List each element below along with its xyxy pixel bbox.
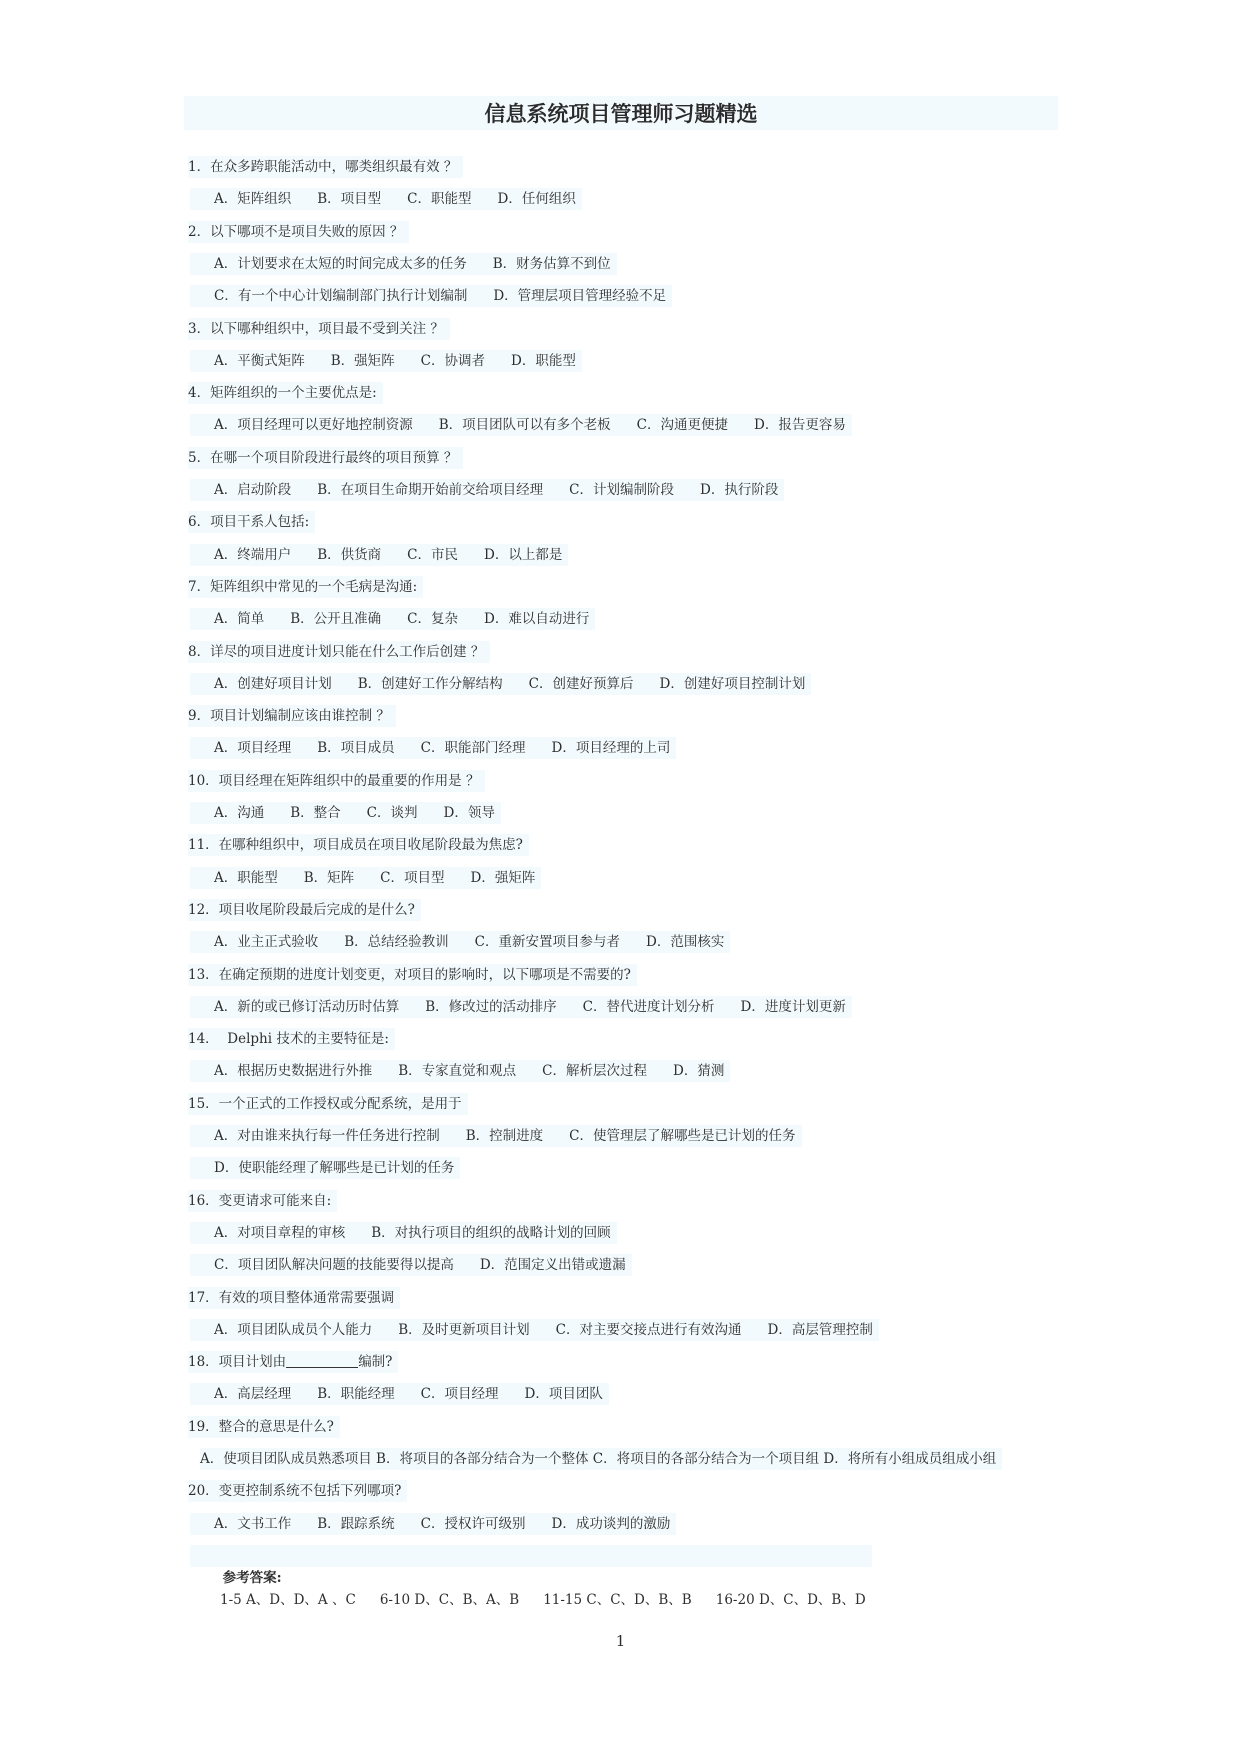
question-text: 14． Delphi 技术的主要特征是: [188, 1028, 395, 1050]
answer-group: 1-5 A、D、D、A 、C [220, 1591, 356, 1608]
option: C．使管理层了解哪些是已计划的任务 [569, 1128, 796, 1144]
option: A．矩阵组织 [214, 191, 292, 208]
option: B．总结经验教训 [344, 934, 449, 951]
option: D．以上都是 [484, 546, 563, 563]
option-row [190, 1513, 676, 1535]
option: D．成功谈判的激励 [551, 1515, 671, 1532]
option: C．协调者 [420, 352, 486, 369]
option: C．授权许可级别 [420, 1515, 526, 1532]
option-row [190, 867, 541, 889]
option-row [190, 931, 730, 953]
option-row [190, 1157, 460, 1179]
answer-group: 11-15 C、C、D、B、B [543, 1591, 692, 1608]
option: B．创建好工作分解结构 [357, 675, 503, 692]
option: A．沟通 [214, 805, 265, 821]
question-text: 20．变更控制系统不包括下列哪项? [188, 1480, 407, 1502]
option: B．修改过的活动排序 [425, 998, 557, 1015]
option: C．创建好预算后 [528, 675, 634, 692]
option: C．市民 [407, 546, 459, 563]
question-text: 1．在众多跨职能活动中，哪类组织最有效 ？ [188, 156, 463, 178]
option: A．计划要求在太短的时间完成太多的任务 [214, 255, 467, 272]
page-number: 1 [615, 1632, 626, 1650]
question-text: 8．详尽的项目进度计划只能在什么工作后创建 ？ [188, 641, 490, 663]
option: D．进度计划更新 [740, 998, 846, 1015]
option: D．领导 [443, 805, 495, 821]
page-title: 信息系统项目管理师习题精选 [484, 102, 758, 126]
option: C．职能部门经理 [420, 740, 526, 757]
question-text: 15．一个正式的工作授权或分配系统，是用于 [188, 1093, 468, 1115]
option: D．范围核实 [646, 934, 725, 951]
option: B．项目成员 [317, 740, 395, 757]
option: B．项目团队可以有多个老板 [438, 417, 611, 434]
option: A．项目经理可以更好地控制资源 [214, 417, 413, 434]
option-row [190, 1254, 632, 1276]
option: B．专家直觉和观点 [398, 1063, 517, 1080]
option: A．高层经理 [214, 1386, 292, 1403]
option: D．难以自动进行 [484, 611, 590, 628]
option: A．文书工作 [214, 1515, 292, 1532]
question-text: 4．矩阵组织的一个主要优点是: [188, 382, 383, 404]
option: C．职能型 [407, 191, 472, 208]
option-row [190, 188, 582, 210]
option-row [190, 802, 501, 824]
option-row [190, 996, 852, 1018]
option: D．强矩阵 [470, 869, 536, 886]
option: D．管理层项目管理经验不足 [493, 288, 667, 305]
option: D．范围定义出错或遗漏 [479, 1257, 626, 1274]
question-text [188, 1351, 398, 1373]
option-row [190, 1125, 802, 1147]
option-row [190, 1319, 879, 1341]
option: B．整合 [290, 805, 341, 821]
option: C．有一个中心计划编制部门执行计划编制 [214, 288, 468, 305]
option-row [190, 285, 672, 307]
option: C．项目团队解决问题的技能要得以提高 [214, 1257, 454, 1274]
option: B．及时更新项目计划 [398, 1321, 530, 1338]
question-text: 10．项目经理在矩阵组织中的最重要的作用是 ？ [188, 770, 485, 792]
question-text: 5．在哪一个项目阶段进行最终的项目预算 ？ [188, 447, 463, 469]
question-text: 16．变更请求可能来自: [188, 1190, 337, 1212]
option: C．项目型 [380, 869, 445, 886]
question-text: 3．以下哪种组织中，项目最不受到关注 ？ [188, 318, 450, 340]
option-row [190, 673, 811, 695]
option: D．高层管理控制 [767, 1321, 873, 1338]
answer-key [190, 1545, 872, 1608]
option-row [190, 544, 568, 566]
option: D．报告更容易 [754, 417, 846, 434]
question-text: 9．项目计划编制应该由谁控制 ？ [188, 705, 396, 727]
option-row [190, 414, 852, 436]
question-text: 6．项目干系人包括: [188, 511, 315, 533]
option: C．替代进度计划分析 [582, 998, 715, 1015]
option: B．矩阵 [303, 869, 355, 886]
option-row [190, 350, 582, 372]
option: D．创建好项目控制计划 [659, 675, 806, 692]
option: C．沟通更便捷 [636, 417, 729, 434]
option: B．公开且准确 [290, 611, 382, 628]
option: B．供货商 [317, 546, 382, 563]
option: D．执行阶段 [700, 482, 779, 498]
question-text-end: 编制? [358, 1354, 393, 1371]
option: B．跟踪系统 [317, 1515, 395, 1532]
question-text: 17．有效的项目整体通常需要强调 [188, 1287, 400, 1309]
question-text: 12．项目收尾阶段最后完成的是什么? [188, 899, 421, 921]
option: C．项目经理 [420, 1386, 499, 1403]
option: D．职能型 [511, 352, 576, 369]
option: A．对项目章程的审核 [214, 1224, 346, 1241]
option-row [190, 479, 784, 501]
question-text: 19．整合的意思是什么? [188, 1416, 340, 1438]
option: A．新的或已修订活动历时估算 [214, 998, 400, 1015]
option: A．项目经理 [214, 740, 292, 757]
option: D．项目经理的上司 [551, 740, 671, 757]
option: A．项目团队成员个人能力 [214, 1321, 373, 1338]
option: B．控制进度 [465, 1128, 544, 1144]
option: D．任何组织 [497, 191, 576, 208]
option: A．创建好项目计划 [214, 675, 332, 692]
option-row [190, 1383, 609, 1405]
question-text: 11．在哪种组织中，项目成员在项目收尾阶段最为焦虑? [188, 834, 529, 856]
option: B．项目型 [317, 191, 382, 208]
option: C．重新安置项目参与者 [474, 934, 621, 951]
option: A．职能型 [214, 869, 278, 886]
option: A．简单 [214, 611, 265, 628]
question-text: 13．在确定预期的进度计划变更，对项目的影响时，以下哪项是不需要的? [188, 964, 637, 986]
option: A．启动阶段 [214, 482, 292, 498]
answer-group: 16-20 D、C、D、B、D [715, 1591, 866, 1608]
option: B．对执行项目的组织的战略计划的回顾 [371, 1224, 611, 1241]
question-text: 7．矩阵组织中常见的一个毛病是沟通: [188, 576, 423, 598]
option-row [190, 608, 595, 630]
option: C．对主要交接点进行有效沟通 [555, 1321, 742, 1338]
option: D．项目团队 [524, 1386, 603, 1403]
option-row [190, 1222, 617, 1244]
option: A．业主正式验收 [214, 934, 319, 951]
option: B．财务估算不到位 [492, 255, 611, 272]
option-row [190, 1060, 730, 1082]
option-row: A．使项目团队成员熟悉项目 B．将项目的各部分结合为一个整体 C．将项目的各部分结合为一个项目组 D．将所有小组成员组成小组 [200, 1448, 1002, 1470]
option: C．计划编制阶段 [569, 482, 675, 498]
option: B．在项目生命期开始前交给项目经理 [317, 482, 544, 498]
option: B．强矩阵 [330, 352, 395, 369]
option: C．解析层次过程 [542, 1063, 648, 1080]
question-text: 2．以下哪项不是项目失败的原因 ？ [188, 221, 409, 243]
option: A．对由谁来执行每一件任务进行控制 [214, 1128, 440, 1144]
option: A．平衡式矩阵 [214, 352, 305, 369]
option-row [190, 253, 617, 275]
fill-in-blank [286, 1353, 358, 1368]
answer-group: 6-10 D、C、B、A、B [379, 1591, 520, 1608]
question-text-start: 18．项目计划由 [188, 1354, 287, 1371]
option: A．根据历史数据进行外推 [214, 1063, 373, 1080]
option: D．猜测 [673, 1063, 725, 1080]
option: B．职能经理 [317, 1386, 395, 1403]
option: D．使职能经理了解哪些是已计划的任务 [214, 1160, 455, 1177]
answer-key-label: 参考答案: [222, 1569, 282, 1586]
option: A．终端用户 [214, 546, 292, 563]
option-row [190, 737, 676, 759]
option: C．谈判 [366, 805, 418, 821]
option: C．复杂 [407, 611, 459, 628]
